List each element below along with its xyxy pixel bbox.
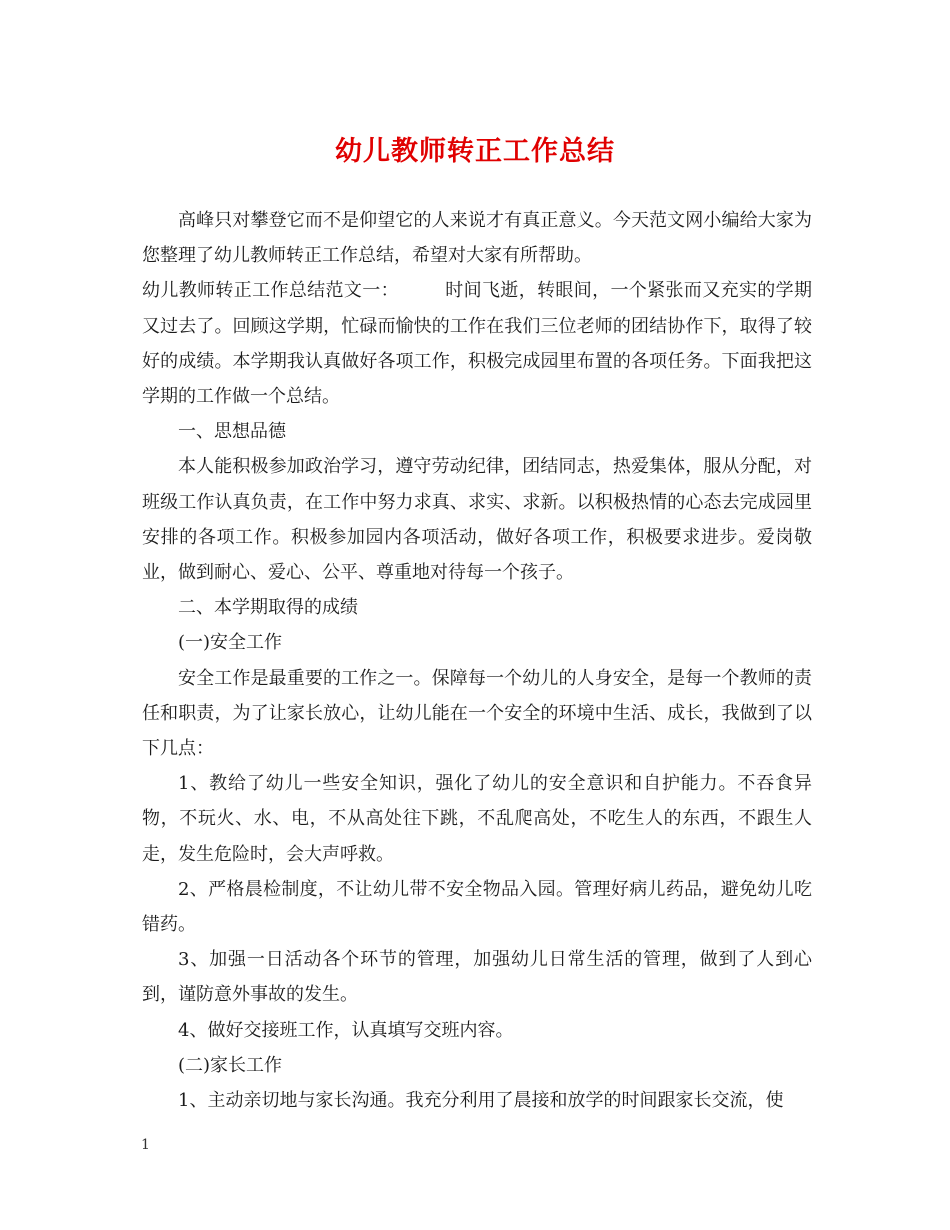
document-body [142, 203, 812, 1118]
safety-paragraph: 安全工作是最重要的工作之一。保障每一个幼儿的人身安全，是每一个教师的责任和职责，为了让家长放心，让幼儿能在一个安全的环境中生活、成长，我做到了以下几点： [142, 667, 812, 760]
subheading-safety: (一)安全工作 [178, 632, 283, 654]
intro-paragraph: 高峰只对攀登它而不是仰望它的人来说才有真正意义。今天范文网小编给大家为您整理了幼儿教师转正工作总结，希望对大家有所帮助。 [142, 210, 812, 267]
sample-label: 幼儿教师转正工作总结范文一： [142, 280, 399, 302]
page-number: 1 [141, 1137, 150, 1153]
subheading-parents: (二)家长工作 [178, 1054, 283, 1076]
section-heading-ideology: 一、思想品德 [178, 421, 286, 443]
ideology-paragraph: 本人能积极参加政治学习，遵守劳动纪律，团结同志，热爱集体，服从分配，对班级工作认真负责，在工作中努力求真、求实、求新。以积极热情的心态去完成园里安排的各项工作。积极参加园内各项活动，做好各项工作，积极要求进步。爱岗敬业，做到耐心、爱心、公平、尊重地对待每一个孩子。 [142, 456, 812, 584]
section-heading-achievements: 二、本学期取得的成绩 [178, 597, 358, 619]
safety-item: 2、严格晨检制度，不让幼儿带不安全物品入园。管理好病儿药品，避免幼儿吃错药。 [142, 878, 812, 936]
safety-item: 3、加强一日活动各个环节的管理，加强幼儿日常生活的管理，做到了人到心到，谨防意外事故的发生。 [142, 949, 812, 1006]
document-title: 幼儿教师转正工作总结 [335, 136, 615, 167]
parent-item: 1、主动亲切地与家长沟通。我充分利用了晨接和放学的时间跟家长交流，使 [178, 1090, 784, 1112]
sample-paragraph [142, 273, 812, 414]
safety-item: 1、教给了幼儿一些安全知识，强化了幼儿的安全意识和自护能力。不吞食异物，不玩火、水、电，不从高处往下跳，不乱爬高处，不吃生人的东西，不跟生人走，发生危险时，会大声呼救。 [142, 773, 812, 865]
sample-text: 时间飞逝，转眼间，一个紧张而又充实的学期又过去了。回顾这学期，忙碌而愉快的工作在我们三位老师的团结协作下，取得了较好的成绩。本学期我认真做好各项工作，积极完成园里布置的各项任务。下面我把这学期的工作做一个总结。 [142, 280, 813, 408]
safety-item: 4、做好交接班工作，认真填写交班内容。 [178, 1019, 514, 1041]
